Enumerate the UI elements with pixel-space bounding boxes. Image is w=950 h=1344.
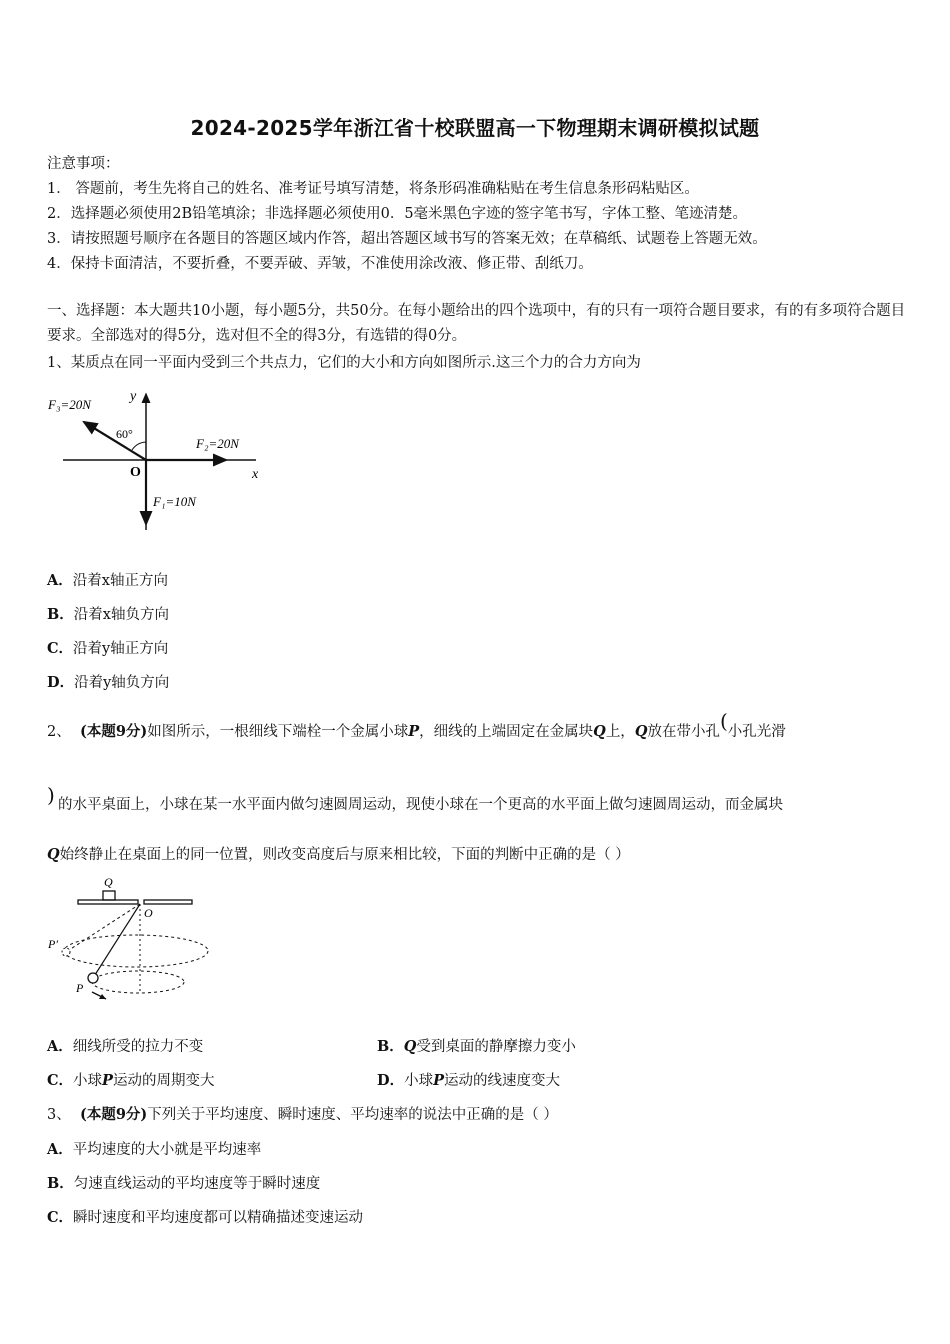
q1-option-a: A．沿着x轴正方向 (47, 572, 168, 589)
q3-option-b: B．匀速直线运动的平均速度等于瞬时速度 (47, 1175, 321, 1192)
section-intro: 一、选择题：本大题共10小题，每小题5分，共50分。在每小题给出的四个选项中，有的只有一项符合题目要求，有的有多项符合题目要求。全部选对的得5分，选对但不全的得3分，有选错的得0分。 (47, 303, 906, 344)
page-title: 2024-2025学年浙江省十校联盟高一下物理期末调研模拟试题 (190, 116, 760, 140)
f1-label: F₁=10N (153, 494, 196, 509)
q2-line-1: 2、 (本题9分)如图所示，一根细线下端栓一个金属小球P，细线的上端固定在金属块Q上，Q放在带小孔(小孔光滑 (47, 709, 786, 740)
p-label: P (76, 981, 84, 995)
ball-lower (88, 973, 98, 983)
o-label: O (144, 906, 153, 920)
q1-option-d: D．沿着y轴负方向 (47, 674, 170, 691)
notice-item-4: 4．保持卡面清洁，不要折叠，不要弄破、弄皱，不准使用涂改液、修正带、刮纸刀。 (47, 256, 593, 272)
q2-option-c: C．小球P运动的周期变大 (47, 1072, 215, 1089)
orbit-upper (64, 935, 208, 967)
pendulum-diagram (46, 872, 226, 1007)
ball-upper (62, 948, 70, 956)
y-label: y (130, 389, 137, 404)
q1-option-b: B．沿着x轴负方向 (47, 606, 169, 623)
orbit-lower (92, 971, 184, 993)
notice-item-2: 2．选择题必须使用2B铅笔填涂；非选择题必须使用0．5毫米黑色字迹的签字笔书写，字体工整、笔迹清楚。 (47, 206, 748, 222)
f3-label: F₃=20N (48, 397, 91, 412)
p-prime-label: P′ (48, 937, 58, 951)
notice-item-1: 1． 答题前，考生先将自己的姓名、准考证号填写清楚，将条形码准确粘贴在考生信息条形码粘贴区。 (47, 181, 699, 197)
q1-stem: 1、某质点在同一平面内受到三个共点力，它们的大小和方向如图所示.这三个力的合力方向为 (47, 355, 641, 371)
f3-arrow (84, 422, 146, 460)
q2-line-2: 的水平桌面上，小球在某一水平面内做匀速圆周运动，现使小球在一个更高的水平面上做匀速圆周运动，而金属块 (58, 797, 783, 813)
notice-item-3: 3．请按照题号顺序在各题目的答题区域内作答，超出答题区域书写的答案无效；在草稿纸、试题卷上答题无效。 (47, 231, 767, 247)
force-diagram (46, 384, 276, 534)
notice-heading: 注意事项： (47, 156, 120, 172)
q2-option-b: B．Q受到桌面的静摩擦力变小 (377, 1038, 576, 1055)
x-label: x (252, 467, 259, 482)
q2-option-d: D．小球P运动的线速度变大 (377, 1072, 560, 1089)
string-upper (66, 904, 140, 952)
angle-arc (132, 442, 146, 450)
q2-option-a: A．细线所受的拉力不变 (47, 1038, 204, 1055)
q2-paren-close: ) (47, 783, 55, 807)
angle-label: 60° (116, 427, 133, 441)
f2-label: F₂=20N (196, 436, 239, 451)
q-label: Q (104, 875, 113, 889)
q2-line-3: Q始终静止在桌面上的同一位置，则改变高度后与原来相比较，下面的判断中正确的是（ ） (47, 846, 630, 863)
q3-option-c: C．瞬时速度和平均速度都可以精确描述变速运动 (47, 1209, 364, 1226)
q3-stem: 3、 (本题9分)下列关于平均速度、瞬时速度、平均速率的说法中正确的是（ ） (47, 1106, 558, 1123)
origin-label: O (130, 465, 141, 480)
table-right (144, 900, 192, 904)
q1-option-c: C．沿着y轴正方向 (47, 640, 169, 657)
block-q (103, 891, 115, 900)
q3-option-a: A．平均速度的大小就是平均速率 (47, 1141, 262, 1158)
